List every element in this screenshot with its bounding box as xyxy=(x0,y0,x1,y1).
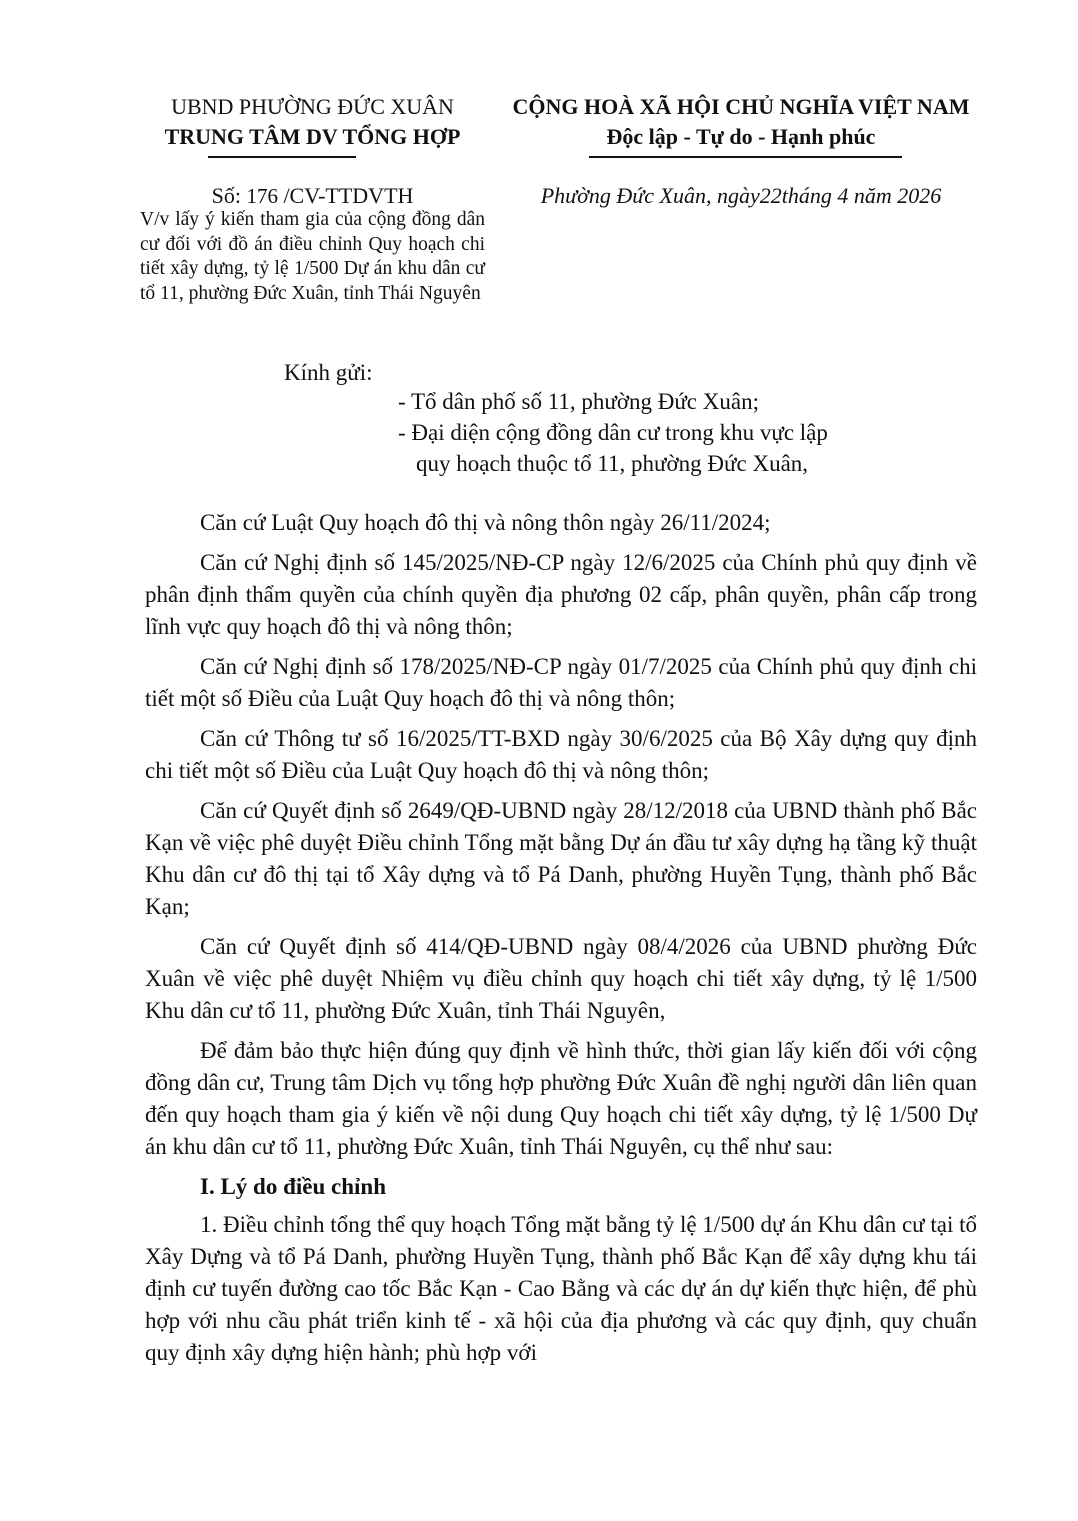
recipient-item: - Tổ dân phố số 11, phường Đức Xuân; xyxy=(398,389,759,414)
recipient-item-continuation: quy hoạch thuộc tổ 11, phường Đức Xuân, xyxy=(416,451,809,476)
request-paragraph: Để đảm bảo thực hiện đúng quy định về hình thức, thời gian lấy kiến đối với cộng đồng dân cư, Trung tâm Dịch vụ tổng hợp phường Đức Xuân đề nghị người dân liên quan đến quy hoạch tham gia ý kiến về nội dung Quy hoạch chi tiết xây dựng, tỷ lệ 1/500 Dự án khu dân cư tổ 11, phường Đức Xuân, tỉnh Thái Nguyên, cụ thể như sau: xyxy=(145,1038,977,1159)
recipients-list xyxy=(398,386,918,479)
document-subject: V/v lấy ý kiến tham gia của cộng đồng dân cư đối với đồ án điều chỉnh Quy hoạch chi tiết xây dựng, tỷ lệ 1/500 Dự án khu dân cư tổ 11, phường Đức Xuân, tỉnh Thái Nguyên xyxy=(140,209,485,304)
document-number xyxy=(140,182,485,210)
doc-number-value: 176 xyxy=(246,184,278,208)
legal-basis-paragraph: Căn cứ Quyết định số 414/QĐ-UBND ngày 08/4/2026 của UBND phường Đức Xuân về việc phê duyệt Nhiệm vụ điều chỉnh quy hoạch chi tiết xây dựng, tỷ lệ 1/500 Khu dân cư tổ 11, phường Đức Xuân, tỉnh Thái Nguyên, xyxy=(145,934,977,1023)
parent-agency-name: UBND PHƯỜNG ĐỨC XUÂN xyxy=(171,94,454,119)
national-header xyxy=(484,92,998,152)
legal-basis-paragraph: Căn cứ Nghị định số 145/2025/NĐ-CP ngày 12/6/2025 của Chính phủ quy định về phân định thẩm quyền của chính quyền địa phương 02 cấp, phân quyền, phân cấp trong lĩnh vực quy hoạch đô thị và nông thôn; xyxy=(145,550,977,639)
national-motto: Độc lập - Tự do - Hạnh phúc xyxy=(606,124,876,149)
place-date-line: Phường Đức Xuân, ngày22tháng 4 năm 2026 xyxy=(540,183,942,208)
motto-underline xyxy=(589,156,902,158)
section-heading: I. Lý do điều chỉnh xyxy=(200,1174,386,1199)
document-body xyxy=(145,507,977,1377)
recipients-label: Kính gửi: xyxy=(284,360,373,385)
legal-basis-paragraph: Căn cứ Nghị định số 178/2025/NĐ-CP ngày 01/7/2025 của Chính phủ quy định chi tiết một số Điều của Luật Quy hoạch đô thị và nông thôn; xyxy=(145,654,977,711)
section-paragraph: 1. Điều chỉnh tổng thể quy hoạch Tổng mặt bằng tỷ lệ 1/500 dự án Khu dân cư tại tổ Xây Dựng và tổ Pá Danh, phường Huyền Tụng, thành phố Bắc Kạn để xây dựng khu tái định cư tuyến đường cao tốc Bắc Kạn - Cao Bằng và các dự án dự kiến thực hiện, để phù hợp với nhu cầu phát triển kinh tế - xã hội của địa phương và các quy định, quy chuẩn quy định xây dựng hiện hành; phù hợp với xyxy=(145,1212,977,1365)
agency-underline xyxy=(208,156,356,158)
legal-basis-paragraph: Căn cứ Thông tư số 16/2025/TT-BXD ngày 30/6/2025 của Bộ Xây dựng quy định chi tiết một số Điều của Luật Quy hoạch đô thị và nông thôn; xyxy=(145,726,977,783)
nation-title: CỘNG HOÀ XÃ HỘI CHỦ NGHĨA VIỆT NAM xyxy=(512,94,970,119)
issuing-agency-name: TRUNG TÂM DV TỔNG HỢP xyxy=(164,124,461,149)
issuing-agency-header xyxy=(140,92,485,152)
doc-number-prefix: Số: xyxy=(211,183,241,208)
legal-basis-paragraph: Căn cứ Quyết định số 2649/QĐ-UBND ngày 28/12/2018 của UBND thành phố Bắc Kạn về việc phê duyệt Điều chỉnh Tổng mặt bằng Dự án đầu tư xây dựng hạ tầng kỹ thuật Khu dân cư đô thị tại tổ Xây dựng và tổ Pá Danh, phường Huyền Tụng, thành phố Bắc Kạn; xyxy=(145,798,977,919)
recipient-item: - Đại diện cộng đồng dân cư trong khu vực lập xyxy=(398,420,828,445)
legal-basis-paragraph: Căn cứ Luật Quy hoạch đô thị và nông thôn ngày 26/11/2024; xyxy=(200,510,771,535)
doc-number-suffix: /CV-TTDVTH xyxy=(283,183,414,208)
